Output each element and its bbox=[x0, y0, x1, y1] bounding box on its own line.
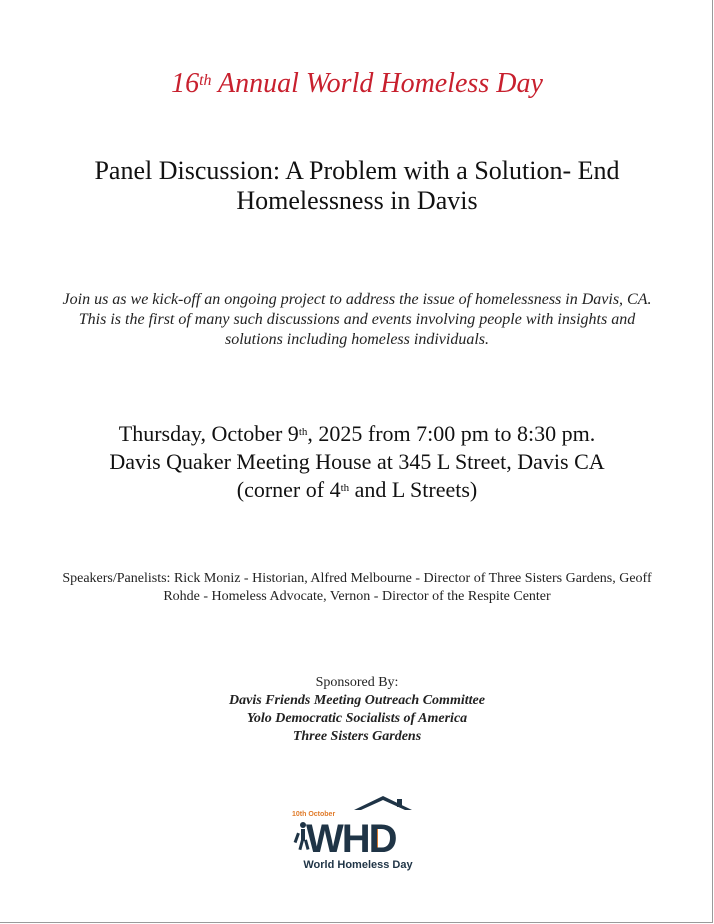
house-chimney-icon bbox=[397, 799, 402, 807]
event-corner-part-2: and L Streets) bbox=[349, 477, 478, 502]
event-date-part-1: Thursday, October 9 bbox=[118, 421, 299, 446]
event-title-text: Annual World Homeless Day bbox=[218, 68, 543, 99]
event-number: 16 bbox=[171, 68, 200, 99]
logo-date-label: 10th October bbox=[292, 811, 336, 818]
intro-paragraph: Join us as we kick-off an ongoing project to address the issue of homelessness in Davis, CA. This is the first of many such discussions and events involving people with insights and solutions including homeless individuals. bbox=[62, 291, 652, 348]
panel-title-line-1: Panel Discussion: A Problem with a Solution- End bbox=[94, 156, 620, 185]
world-homeless-day-logo bbox=[286, 796, 430, 874]
event-date-suffix: th bbox=[298, 426, 308, 438]
speakers-list: Speakers/Panelists: Rick Moniz - Historian, Alfred Melbourne - Director of Three Sisters Gardens, Geoff Rohde - Homeless Advocate, Vernon - Director of the Respite Center bbox=[62, 571, 652, 604]
sponsor-item: Yolo Democratic Socialists of America bbox=[246, 711, 468, 726]
event-corner-suffix: th bbox=[340, 482, 350, 494]
event-corner-part-1: (corner of 4 bbox=[236, 477, 341, 502]
sponsors-heading: Sponsored By: bbox=[315, 675, 399, 690]
sponsor-item: Davis Friends Meeting Outreach Committee bbox=[229, 693, 485, 708]
event-ordinal-suffix: th bbox=[199, 72, 212, 89]
logo-caption: World Homeless Day bbox=[303, 859, 413, 871]
logo-letters: WHD bbox=[306, 817, 396, 861]
event-date-part-2: , 2025 from 7:00 pm to 8:30 pm. bbox=[307, 421, 596, 446]
panel-title bbox=[60, 156, 654, 216]
event-title bbox=[60, 66, 654, 102]
event-date-line bbox=[60, 420, 654, 448]
sponsor-item: Three Sisters Gardens bbox=[292, 729, 422, 744]
event-venue: Davis Quaker Meeting House at 345 L Street, Davis CA bbox=[109, 449, 605, 474]
event-details bbox=[60, 420, 654, 504]
house-roof-icon bbox=[354, 796, 412, 810]
panel-title-line-2: Homelessness in Davis bbox=[236, 186, 478, 215]
event-corner-line bbox=[60, 476, 654, 504]
sponsors-section bbox=[60, 674, 654, 746]
